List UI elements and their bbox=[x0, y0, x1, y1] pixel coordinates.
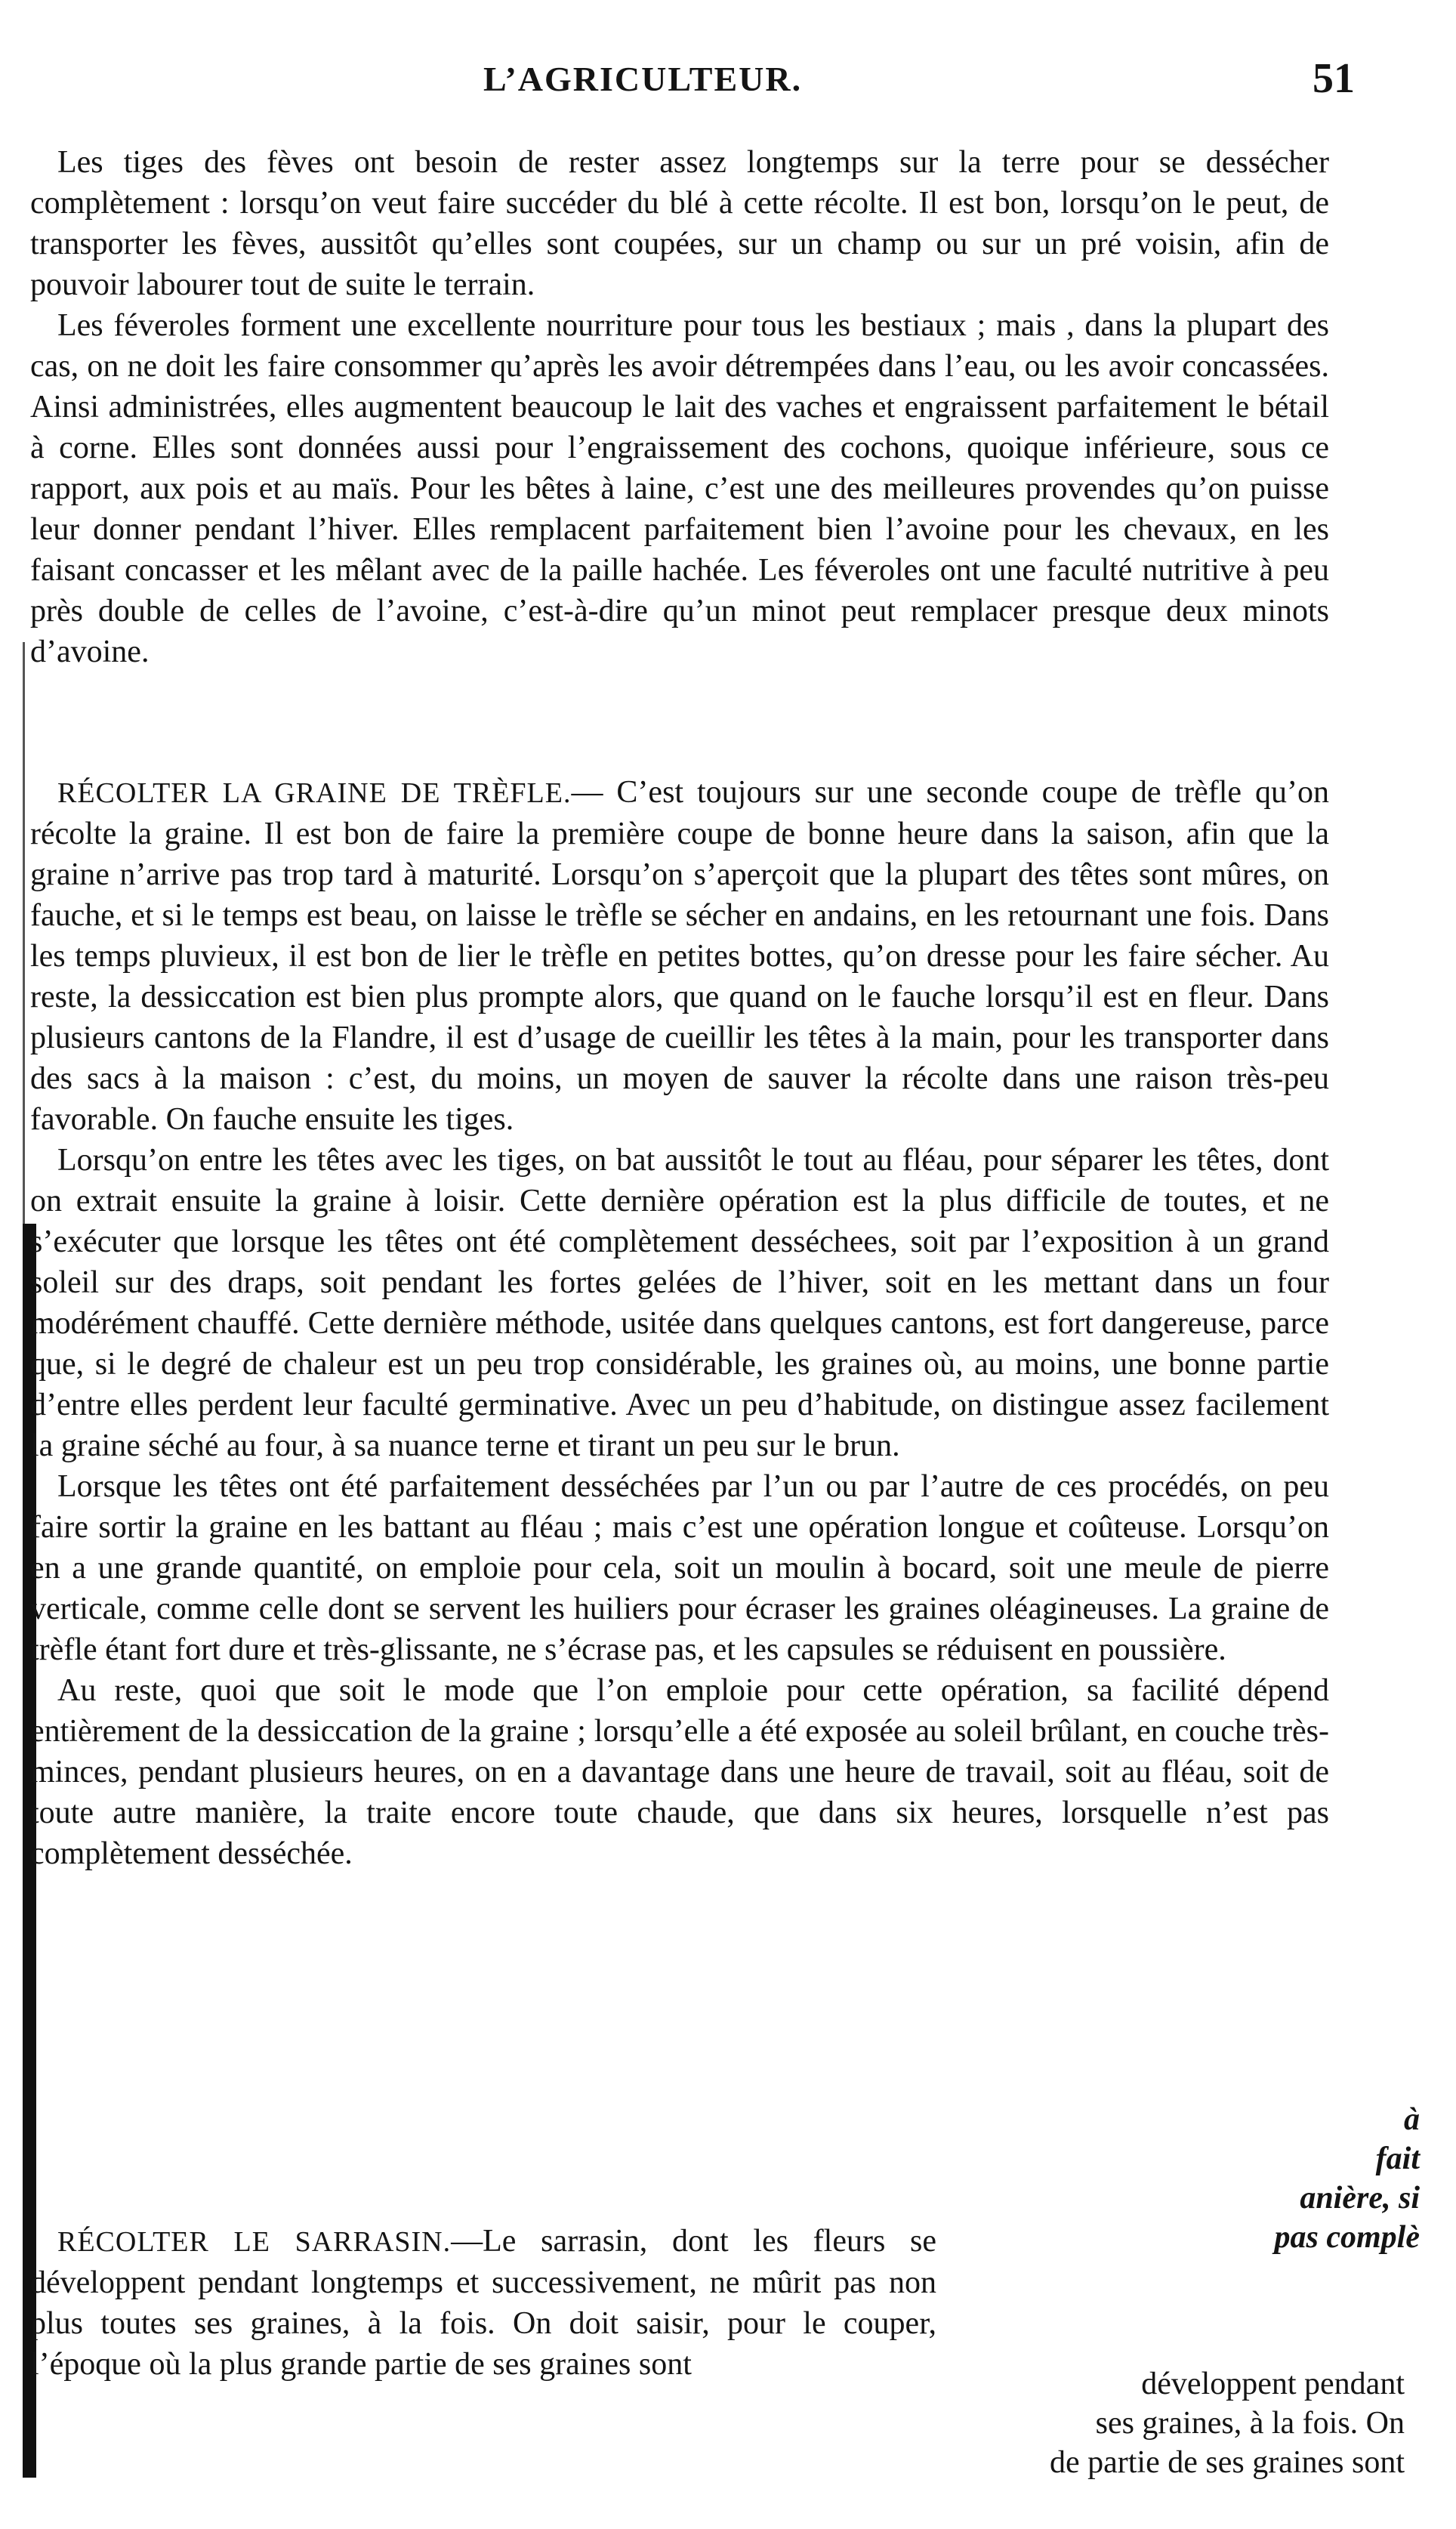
paragraph: Lorsqu’on entre les têtes avec les tiges, on bat aussitôt le tout au fléau, pour séparer les têtes, dont on extrait ensuite la graine à loisir. Cette dernière opération est la plus difficile de toutes, et ne s’exécuter que lorsque les têtes ont été complètement desséchees, soit par l’exposition à un grand soleil sur des draps, soit pendant les fortes gelées de l’hiver, soit en les mettant dans un four modérément chauffé. Cette dernière méthode, usitée dans quelques cantons, est fort dangereuse, parce que, si le degré de chaleur est un peu trop considérable, les graines où, au moins, une bonne partie d’entre elles perdent leur faculté germinative. Avec un peu d’habitude, on distingue assez facilement la graine séché au four, à sa nuance terne et tirant un peu sur le brun. bbox=[30, 1143, 1329, 1463]
paragraph: Au reste, quoi que soit le mode que l’on emploie pour cette opération, sa facilité dépend entièrement de la dessiccation de la graine ; lorsqu’elle a été exposée au soleil brûlant, en couche très-minces, pendant plusieurs heures, on en a davantage dans une heure de travail, soit au fléau, soit de toute autre manière, la traite encore toute chaude, que dans six heures, lorsquelle n’est pas complètement desséchée. bbox=[30, 1673, 1329, 1871]
paragraph bbox=[30, 772, 1329, 1140]
paragraph-text: —Le sarrasin, dont les fleurs se développent pendant longtemps et successivement, ne mûrit pas non plus toutes ses graines, à la fois. On doit saisir, pour le couper, l’époque où la plus grande partie de ses graines sont bbox=[30, 2224, 937, 2382]
section-trefle bbox=[30, 772, 1329, 1874]
torn-fragment-right: à fait anière, si pas complè bbox=[1274, 2102, 1420, 2255]
section-sarrasin bbox=[30, 2221, 936, 2385]
paragraph: Lorsque les têtes ont été parfaitement desséchées par l’un ou par l’autre de ces procédés, on peu faire sortir la graine en les battant au fléau ; mais c’est une opération longue et coûteuse. Lorsqu’on en a une grande quantité, on emploie pour cela, soit un moulin à bocard, soit une meule de pierre verticale, comme celle dont se servent les huiliers pour écraser les graines oléagineuses. La graine de trèfle étant fort dure et très-glissante, ne s’écrase pas, et les capsules se réduisent en poussière. bbox=[30, 1469, 1329, 1667]
binding-shadow-thin bbox=[23, 642, 25, 1231]
running-title: L’AGRICULTEUR. bbox=[483, 60, 803, 98]
section-heading: RÉCOLTER LE SARRASIN. bbox=[57, 2226, 452, 2258]
paragraph: Les féveroles forment une excellente nourriture pour tous les bestiaux ; mais , dans la plupart des cas, on ne doit les faire consommer qu’après les avoir détrempées dans l’eau, ou les avoir concassées. Ainsi administrées, elles augmentent beaucoup le lait des vaches et engraissent parfaitement le bétail à corne. Elles sont données aussi pour l’engraissement des cochons, quoique inférieure, sous ce rapport, aux pois et au maïs. Pour les bêtes à laine, c’est une des meilleures provendes qu’on puisse leur donner pendant l’hiver. Elles remplacent parfaitement bien l’avoine pour les chevaux, en les faisant concasser et les mêlant avec de la paille hachée. Les féveroles ont une faculté nutritive à peu près double de celles de l’avoine, c’est-à-dire qu’un minot peut remplacer presque deux minots d’avoine. bbox=[30, 308, 1329, 669]
torn-fragment-bottom: développent pendant ses graines, à la fois. On de partie de ses graines sont bbox=[1049, 2367, 1405, 2480]
section-heading: RÉCOLTER LA GRAINE DE TRÈFLE. bbox=[57, 777, 572, 809]
section-feves bbox=[30, 142, 1329, 672]
page-header bbox=[0, 55, 1456, 112]
paragraph: Les tiges des fèves ont besoin de rester assez longtemps sur la terre pour se dessécher complètement : lorsqu’on veut faire succéder du blé à cette récolte. Il est bon, lorsqu’on le peut, de transporter les fèves, aussitôt qu’elles sont coupées, sur un champ ou sur un pré voisin, afin de pouvoir labourer tout de suite le terrain. bbox=[30, 145, 1329, 302]
paragraph bbox=[30, 2221, 936, 2385]
paragraph-text: — C’est toujours sur une seconde coupe de trèfle qu’on récolte la graine. Il est bon de faire la première coupe de bonne heure dans la saison, afin que la graine n’arrive pas trop tard à maturité. Lorsqu’on s’aperçoit que la plupart des têtes sont mûres, on fauche, et si le temps est beau, on laisse le trèfle se sécher en andains, en les retournant une fois. Dans les temps pluvieux, il est bon de lier le trèfle en petites bottes, qu’on dresse pour les faire sécher. Au reste, la dessiccation est bien plus prompte alors, que quand on le fauche lorsqu’il est en fleur. Dans plusieurs cantons de la Flandre, il est d’usage de cueillir les têtes à la main, pour les transporter dans des sacs à la maison : c’est, du moins, un moyen de sauver la récolte dans une raison très-peu favorable. On fauche ensuite les tiges. bbox=[30, 775, 1329, 1137]
page-number: 51 bbox=[1313, 55, 1355, 102]
